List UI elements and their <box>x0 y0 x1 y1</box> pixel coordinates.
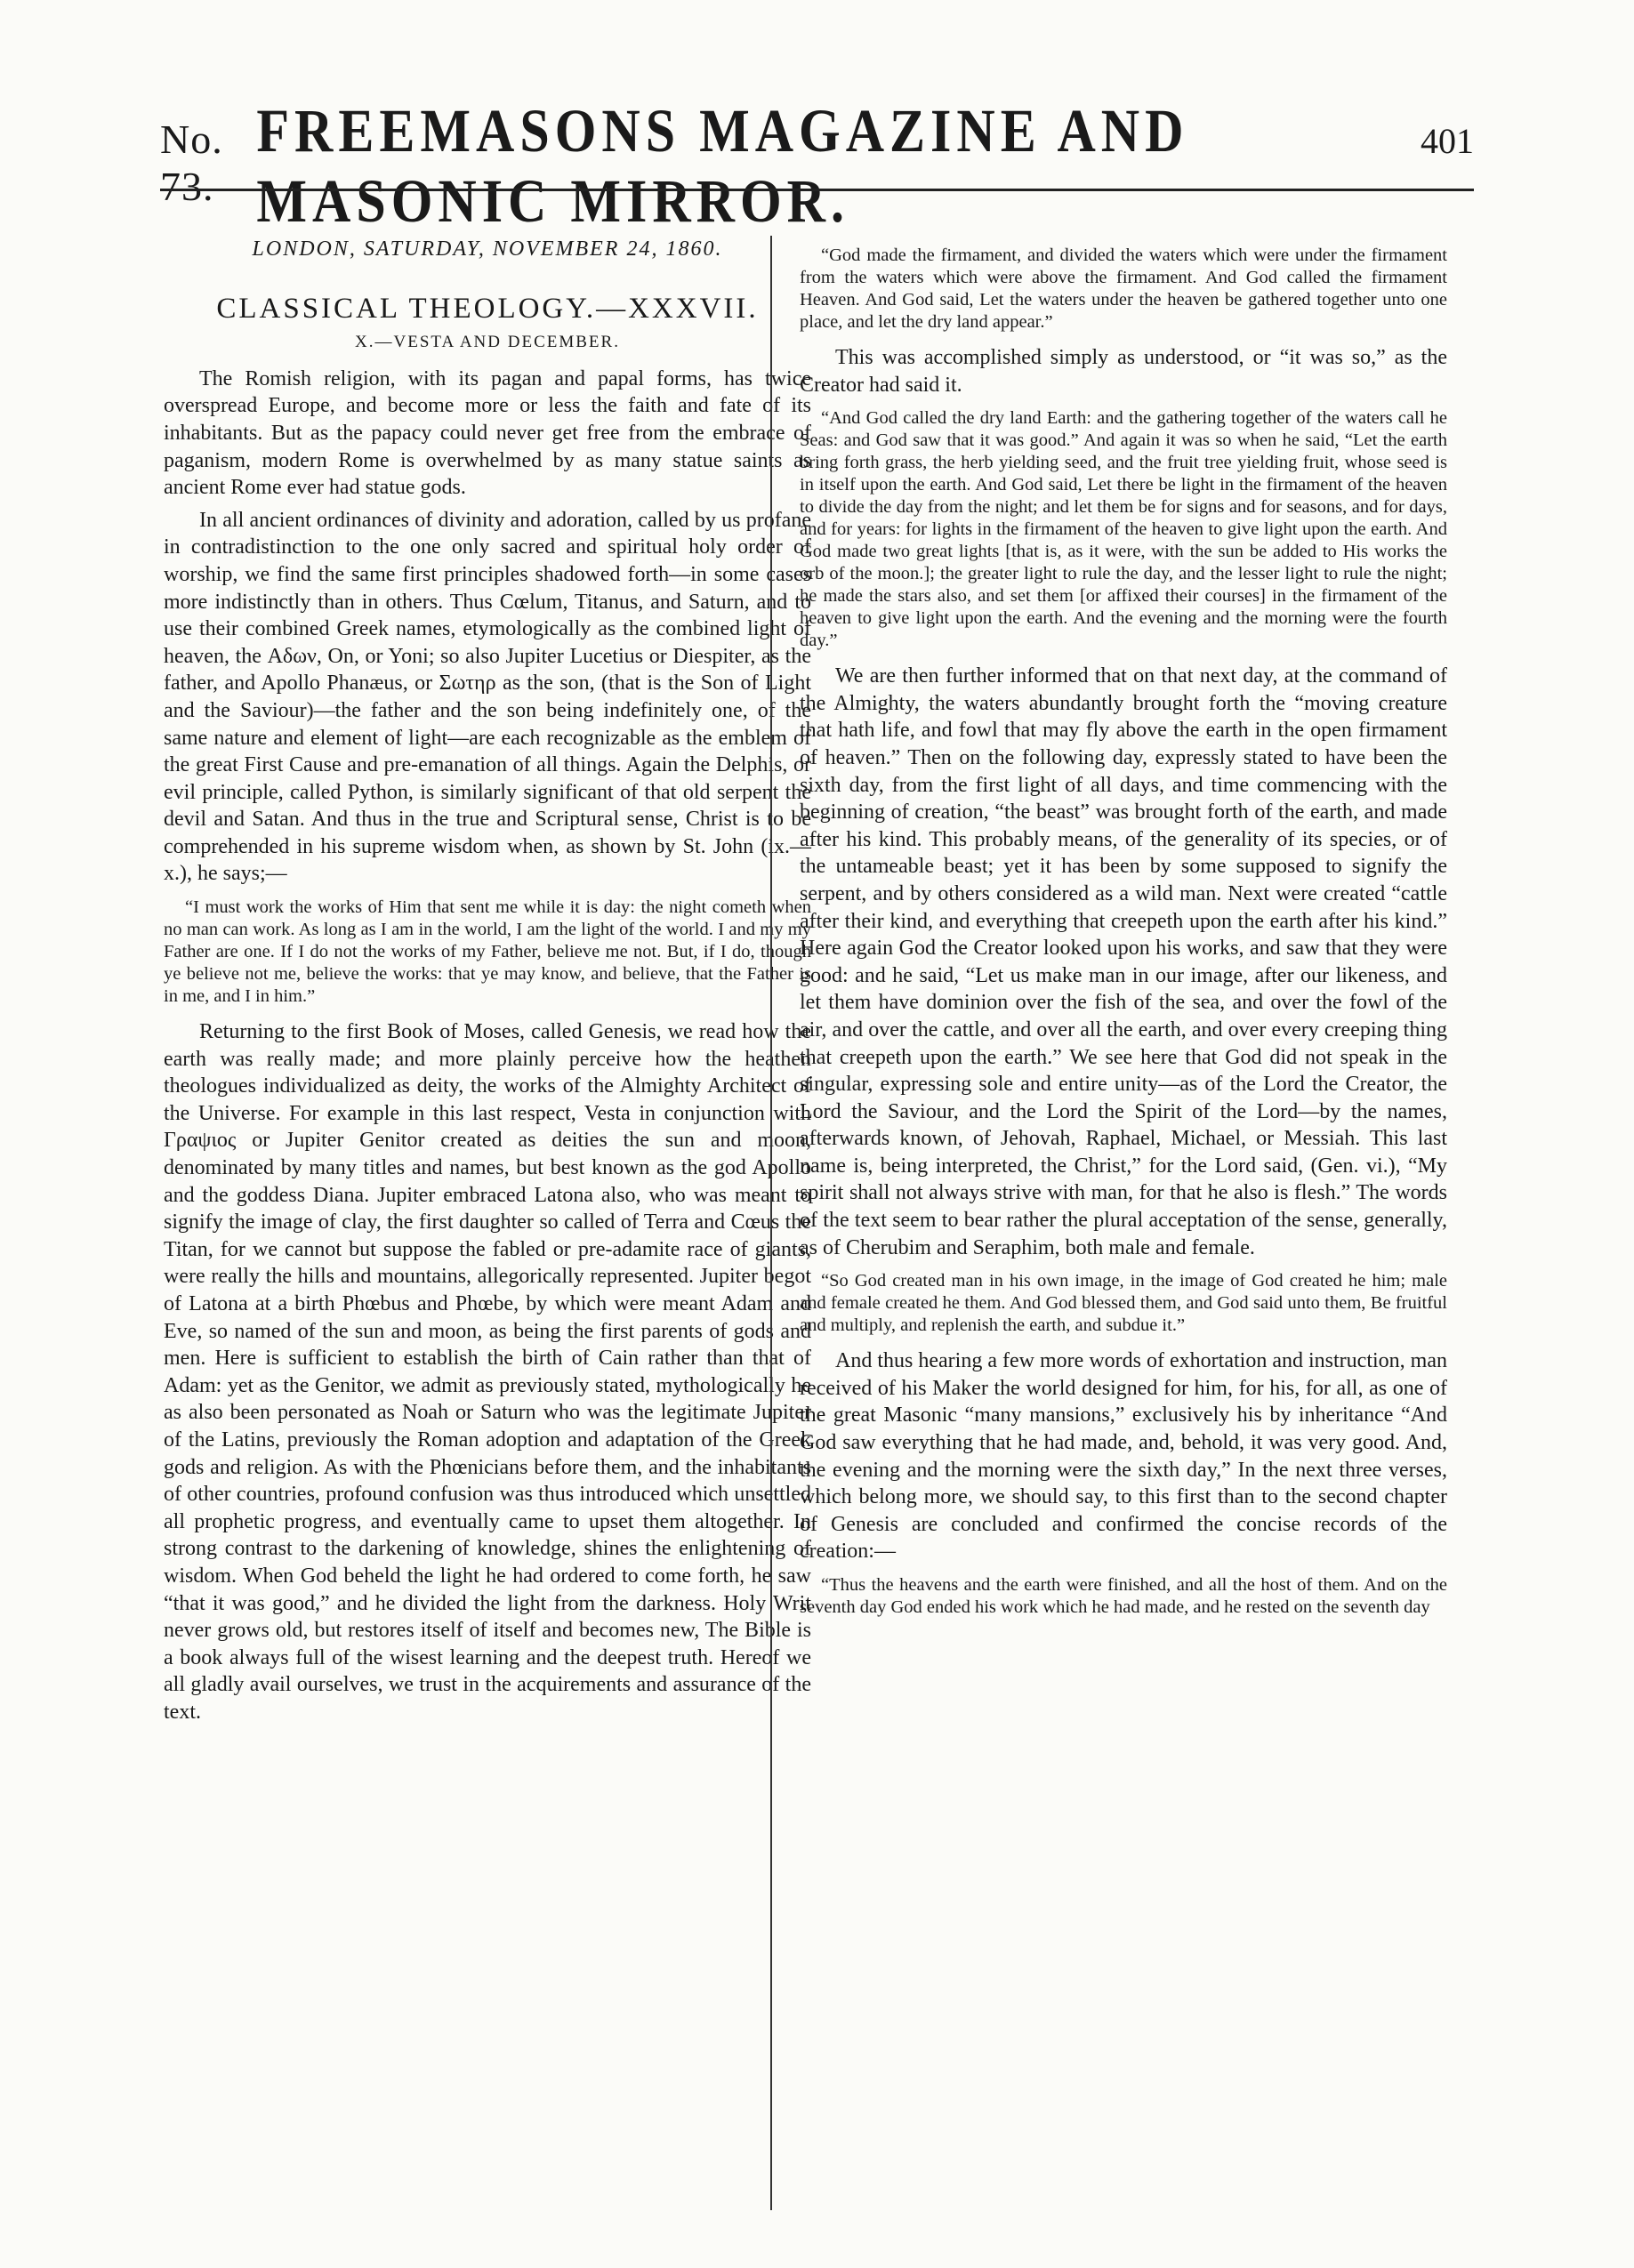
dateline: LONDON, SATURDAY, NOVEMBER 24, 1860. <box>252 237 723 261</box>
paragraph: Returning to the first Book of Moses, called Genesis, we read how the earth was really made; and more plainly perceive how the heathen theologues individualized as deity, the works of the Almighty Architect of the Universe. For example in this last respect, Vesta in conjunction with Γραψιος or Jupiter Genitor created as deities the sun and moon, denominated by many titles and names, but best known as the god Apollo and the goddess Diana. Jupiter embraced Latona also, who was meant to signify the image of clay, the first daughter so called of Terra and Cœus the Titan, for we cannot but suppose the fabled or pre-adamite race of giants, were really the hills and mountains, allegorically represented. Jupiter begot of Latona at a birth Phœbus and Phœbe, by which were meant Adam and Eve, so named of the sun and moon, as being the first parents of gods and men. Here is sufficient to establish the birth of Cain rather than that of Adam: yet as the Genitor, we admit as previously stated, mythologically he as also been personated as Noah or Saturn who was the legitimate Jupiter of the Latins, previously the Roman adoption and adaptation of the Greek gods and religion. As with the Phœnicians before them, and the inhabitants of other countries, profound confusion was thus introduced which unsettled all prophetic progress, and eventually came to upset them altogether. In strong contrast to the darkening of knowledge, shines the enlightening of wisdom. When God beheld the light he had ordered to come forth, he saw “that it was good,” and he divided the light from the darkness. Holy Writ never grows old, but restores itself of itself and becomes new, The Bible is a book always full of the wisest learning and the deepest truth. Hereof we all gladly avail ourselves, we trust in the acquirements and assurance of the text. <box>164 1020 811 1724</box>
left-column <box>164 236 811 1732</box>
masthead <box>160 96 1474 236</box>
column-divider <box>770 236 772 2210</box>
paragraph: In all ancient ordinances of divinity and adoration, called by us profane in contradistinction to the one only sacred and spiritual holy order of worship, we find the same first principles shadowed forth—in some cases more indistinctly than in others. Thus Cœlum, Titanus, and Saturn, and to use their combined Greek names, etymologically as the combined light of heaven, the Αδων, On, or Yoni; so also Jupiter Lucetius or Diespiter, as the father, and Apollo Phanæus, or Σωτηρ as the son, (that is the Son of Light and the Saviour)—the father and the son being indefinitely one, of the same nature and element of light—are each recognizable as the emblem of the great First Cause and pre-emanation of all things. Again the Delphis, or evil principle, called Python, is similarly significant of that old serpent the devil and Satan. And thus in the true and Scriptural sense, Christ is to be comprehended in his supreme wisdom when, as shown by St. John (ix.—x.), he says;— <box>164 508 811 886</box>
paragraph: This was accomplished simply as understood, or “it was so,” as the Creator had said it. <box>800 346 1447 397</box>
scripture-quote: “I must work the works of Him that sent me while it is day: the night cometh when no man can work. As long as I am in the world, I am the light of the world. I and my my Father are one. If I do not the works of my Father, believe me not. But, if I do, though ye believe not me, believe the works: that ye may know, and believe, that the Father is in me, and I in him.” <box>164 897 811 1007</box>
publication-title: FREEMASONS MAGAZINE AND MASONIC MIRROR. <box>256 96 1189 236</box>
masthead-rule <box>160 189 1474 191</box>
article-subheading: X.—VESTA AND DECEMBER. <box>355 333 620 352</box>
article-heading: CLASSICAL THEOLOGY.—XXXVII. <box>216 292 759 325</box>
page-number: 401 <box>1421 121 1474 161</box>
paragraph: And thus hearing a few more words of exhortation and instruction, man received of his Maker the world designed for him, for his, for all, as one of the great Masonic “many mansions,” exclusively his by inheritance “And God saw everything that he had made, and, behold, it was very good. And, the evening and the morning were the sixth day,” In the next three verses, which belong more, we should say, to this first than to the second chapter of Genesis are concluded and confirmed the concise records of the creation:— <box>800 1349 1447 1564</box>
scripture-quote: “Thus the heavens and the earth were finished, and all the host of them. And on the seventh day God ended his work which he had made, and he rested on the seventh day <box>800 1575 1447 1617</box>
paragraph: We are then further informed that on that next day, at the command of the Almighty, the waters abundantly brought forth the “moving creature that hath life, and fowl that may fly above the earth in the open firmament of heaven.” Then on the following day, expressly stated to have been the sixth day, from the first light of all days, and time commencing with the beginning of creation, “the beast” was brought forth of the earth, and made after his kind. This probably means, of the generality of its species, or of the untameable beast; yet it has been by some supposed to signify the serpent, and by others considered as a wild man. Next were created “cattle after their kind, and everything that creepeth upon the earth after his kind.” Here again God the Creator looked upon his works, and saw that they were good: and he said, “Let us make man in our image, after our likeness, and let them have dominion over the fish of the sea, and over the fowl of the air, and over the cattle, and over all the earth, and over every creeping thing that creepeth upon the earth.” We see here that God did not speak in the singular, expressing sole and entire unity—as of the Lord the Creator, the Lord the Saviour, and the Lord the Spirit of the Lord—by the names, afterwards known, of Jehovah, Raphael, Michael, or Messiah. This last name is, being interpreted, the Christ,” for the Lord said, (Gen. vi.), “My spirit shall not always strive with man, for that he also is flesh.” The words of the text seem to bear rather the plural acceptation of the sense, generally, as of Cherubim and Seraphim, both male and female. <box>800 664 1447 1259</box>
issue-number: No. 73. <box>160 117 223 209</box>
paragraph: The Romish religion, with its pagan and papal forms, has twice overspread Europe, and become more or less the faith and fate of its inhabitants. But as the papacy could never get free from the embrace of paganism, modern Rome is overwhelmed by as many statue saints as ancient Rome ever had statue gods. <box>164 366 811 500</box>
scripture-quote: “And God called the dry land Earth: and the gathering together of the waters call he Seas: and God saw that it was good.” And again it was so when he said, “Let the earth bring forth grass, the herb yielding seed, and the fruit tree yielding fruit, whose seed is in itself upon the earth. And God said, Let there be light in the firmament of the heaven to divide the day from the night; and let them be for signs and for seasons, and for days, and for years: for lights in the firmament of the heaven to give light upon the earth. And God made two great lights [that is, as it were, with the sun be added to His works the orb of the moon.]; the greater light to rule the day, and the lesser light to rule the night; he made the stars also, and set them [or affixed their courses] in the firmament of the heaven to give light upon the earth. And the evening and the morning were the fourth day.” <box>800 408 1447 651</box>
scripture-quote: “God made the firmament, and divided the waters which were under the firmament from the waters which were above the firmament. And God called the firmament Heaven. And God said, Let the waters under the heaven be gathered together unto one place, and let the dry land appear.” <box>800 245 1447 332</box>
right-column <box>800 236 1447 1629</box>
scripture-quote: “So God created man in his own image, in the image of God created he him; male and female created he them. And God blessed them, and God said unto them, Be fruitful and multiply, and replenish the earth, and subdue it.” <box>800 1271 1447 1336</box>
